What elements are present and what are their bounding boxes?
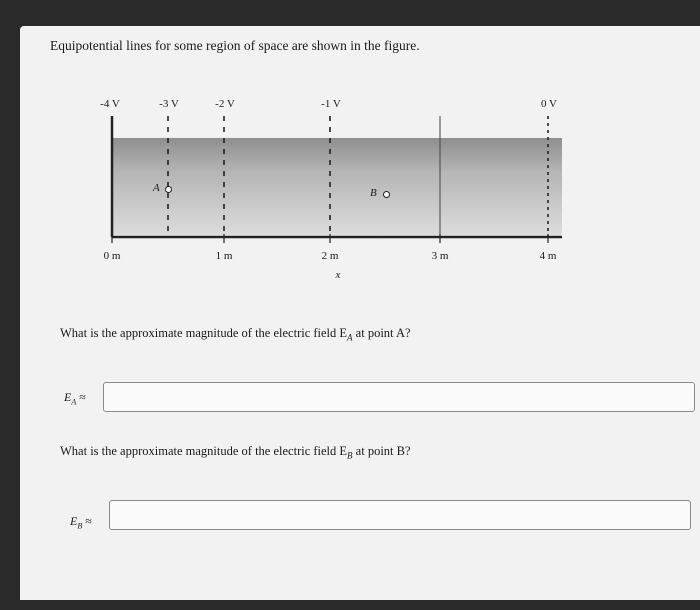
question-page	[20, 26, 700, 600]
voltage-label-minus2v: -2 V	[215, 98, 235, 110]
voltage-label-minus4v: -4 V	[100, 98, 120, 110]
answer-a-input[interactable]	[103, 382, 695, 412]
distance-label-0m: 0 m	[103, 250, 121, 262]
answer-a-label: $E_A$ ≈	[64, 390, 86, 407]
point-b-marker	[383, 191, 390, 198]
answer-b-input[interactable]	[109, 500, 691, 530]
distance-label-4m: 4 m	[539, 250, 557, 262]
question-b-prompt: What is the approximate magnitude of the electric field $E_B$ at point B?	[60, 444, 411, 461]
question-a-prompt: What is the approximate magnitude of the electric field $E_A$ at point A?	[60, 326, 411, 343]
x-axis-label: x	[335, 269, 341, 281]
question-title: Equipotential lines for some region of space are shown in the figure.	[50, 38, 420, 53]
distance-label-2m: 2 m	[321, 250, 339, 262]
point-a-marker	[165, 186, 172, 193]
voltage-label-minus1v: -1 V	[321, 98, 341, 110]
field-region	[112, 138, 562, 235]
point-b-label: B	[370, 187, 377, 199]
point-a-label: A	[153, 182, 160, 194]
voltage-label-minus3v: -3 V	[159, 98, 179, 110]
answer-b-label: $E_B$ ≈	[70, 514, 92, 531]
voltage-label-0v: 0 V	[541, 98, 557, 110]
distance-label-3m: 3 m	[431, 250, 449, 262]
distance-label-1m: 1 m	[215, 250, 233, 262]
equipotential-figure	[20, 26, 700, 296]
